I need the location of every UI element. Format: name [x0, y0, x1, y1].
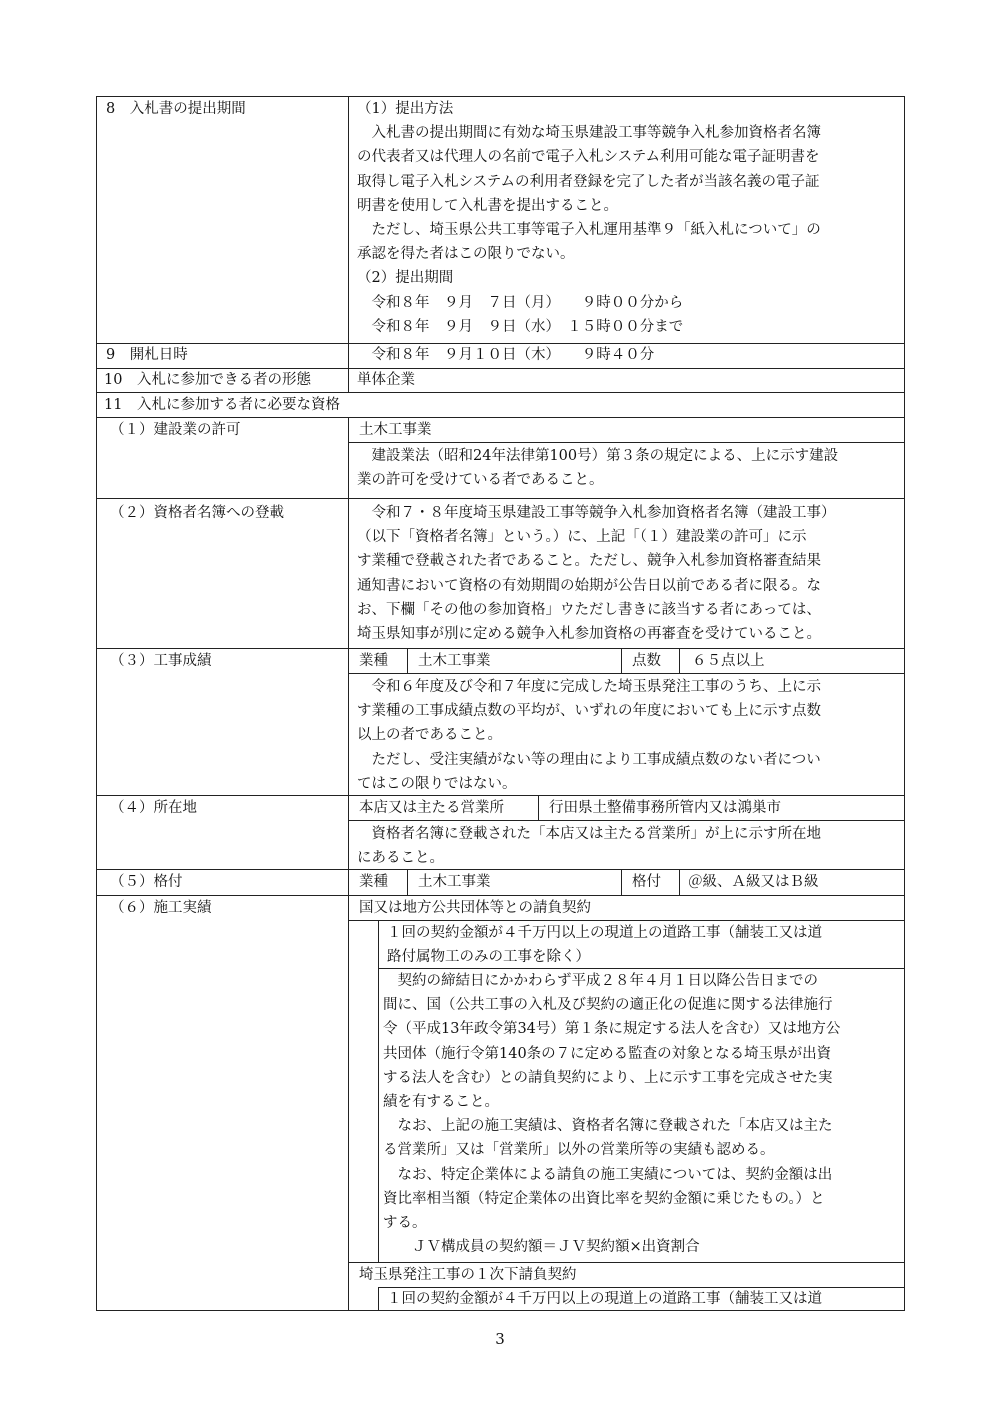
qual-1-type: 土木工事業: [359, 422, 432, 438]
qual-1-text: [357, 444, 902, 492]
kv-rule: [407, 869, 408, 895]
section-11-label: 11 入札に参加する者に必要な資格: [104, 397, 340, 413]
qual-5-key-grade: 格付: [632, 874, 661, 890]
kv-rule: [538, 795, 539, 820]
text-line: する。: [383, 1215, 427, 1232]
qual-4-key-office: 本店又は主たる営業所: [359, 800, 504, 816]
inner-rule: [348, 442, 905, 443]
section-8-label: 8 入札書の提出期間: [106, 101, 246, 117]
text-line: 間に、国（公共工事の入札及び契約の適正化の促進に関する法律施行: [383, 997, 833, 1014]
qual-6-label: （６）施工実績: [110, 900, 212, 916]
text-line: る営業所」又は「営業所」以外の営業所等の実績も認める。: [383, 1142, 775, 1159]
section-10-label: 10 入札に参加できる者の形態: [104, 372, 311, 388]
text-line: てはこの限りではない。: [357, 775, 517, 792]
qual-4-value-office: 行田県土整備事務所管内又は鴻巣市: [549, 800, 781, 816]
qual-2-text: [357, 501, 902, 646]
opening-datetime: 令和８年 ９月１０日（木） ９時４０分: [357, 347, 655, 363]
inner-rule: [348, 1262, 905, 1263]
row-rule: [96, 498, 905, 499]
qual-6-work-1: [387, 921, 902, 969]
section-8-content: [357, 97, 902, 339]
text-line: 承認を得た者はこの限りでない。: [357, 246, 575, 263]
qual-3-value-score: ６５点以上: [692, 653, 765, 669]
section-9-label: 9 開札日時: [106, 347, 188, 363]
kv-rule: [621, 869, 622, 895]
row-rule: [96, 1310, 905, 1311]
qual-6-work-2: １回の契約金額が４千万円以上の現道上の道路工事（舗装工又は道: [387, 1291, 822, 1307]
text-line: 令和７・８年度埼玉県建設工事等競争入札参加資格者名簿（建設工事）: [357, 505, 836, 521]
inner-rule: [378, 1287, 905, 1288]
outer-left-border: [96, 96, 97, 1311]
qual-3-key-score: 点数: [632, 653, 661, 669]
period-from: 令和８年 ９月 ７日（月） ９時００分から: [357, 294, 684, 311]
text-line: 契約の締結日にかかわらず平成２８年４月１日以降公告日までの: [383, 973, 818, 989]
text-line: 埼玉県知事が別に定める競争入札参加資格の再審査を受けていること。: [357, 626, 821, 643]
qual-3-label: （３）工事成績: [110, 653, 212, 669]
text-line: （以下「資格者名簿」という。）に、上記「（１）建設業の許可」に示: [357, 529, 807, 546]
kv-rule: [621, 648, 622, 673]
column-rule: [348, 417, 349, 1311]
text-line: 共団体（施行令第140条の７に定める監査の対象となる埼玉県が出資: [383, 1045, 832, 1062]
text-line: 以上の者であること。: [357, 727, 502, 744]
qual-5-key-type: 業種: [359, 874, 388, 890]
text-line: お、下欄「その他の参加資格」ウただし書きに該当する者にあっては、: [357, 601, 821, 618]
kv-rule: [679, 648, 680, 673]
row-rule: [96, 895, 905, 896]
inner-rule: [348, 820, 905, 821]
submission-method-heading: （1）提出方法: [357, 101, 454, 117]
row-rule: [96, 392, 905, 393]
qual-6-sub-heading-2: 埼玉県発注工事の１次下請負契約: [359, 1267, 577, 1283]
text-line: す業種の工事成績点数の平均が、いずれの年度においても上に示す点数: [357, 703, 821, 720]
participant-form: 単体企業: [357, 372, 415, 388]
text-line: 通知書において資格の有効期間の始期が公告日以前である者に限る。な: [357, 577, 821, 594]
text-line: 建設業法（昭和24年法律第100号）第３条の規定による、上に示す建設: [357, 448, 839, 464]
inner-rule: [348, 673, 905, 674]
row-rule: [96, 417, 905, 418]
qual-6-text: [383, 969, 902, 1259]
text-line: なお、特定企業体による請負の施工実績については、契約金額は出: [383, 1166, 833, 1183]
qual-5-value-grade: ＠級、Ａ級又はＢ級: [688, 874, 819, 890]
text-line: 明書を使用して入札書を提出すること。: [357, 197, 618, 214]
inner-indent-rule: [378, 920, 379, 1262]
text-line: 取得し電子入札システムの利用者登録を完了した者が当該名義の電子証: [357, 173, 820, 190]
qual-4-label: （４）所在地: [110, 800, 197, 816]
period-to: 令和８年 ９月 ９日（水） １５時００分まで: [357, 318, 684, 335]
text-line: 入札書の提出期間に有効な埼玉県建設工事等競争入札参加資格者名簿: [357, 125, 821, 142]
text-line: 資比率相当額（特定企業体の出資比率を契約金額に乗じたもの。）と: [383, 1190, 825, 1207]
text-line: 令（平成13年政令第34号）第１条に規定する法人を含む）又は地方公: [383, 1021, 841, 1038]
outer-right-border: [904, 96, 905, 1311]
text-line: 績を有すること。: [383, 1094, 499, 1111]
text-line: 業の許可を受けている者であること。: [357, 472, 604, 489]
qual-5-label: （５）格付: [110, 874, 183, 890]
kv-rule: [407, 648, 408, 673]
page-number: 3: [495, 1330, 505, 1348]
text-line: ただし、埼玉県公共工事等電子入札運用基準９「紙入札について」の: [357, 222, 821, 239]
text-line: 路付属物工のみの工事を除く）: [387, 949, 590, 966]
qual-4-text: [357, 822, 902, 870]
column-rule: [348, 96, 349, 392]
qual-5-value-type: 土木工事業: [418, 874, 491, 890]
qual-1-label: （１）建設業の許可: [110, 422, 241, 438]
text-line: する法人を含む）との請負契約により、上に示す工事を完成させた実: [383, 1069, 833, 1086]
submission-period-heading: （2）提出期間: [357, 270, 454, 287]
kv-rule: [679, 869, 680, 895]
qual-3-key-type: 業種: [359, 653, 388, 669]
row-rule: [96, 368, 905, 369]
row-rule: [96, 343, 905, 344]
row-rule: [96, 648, 905, 649]
inner-indent-rule: [378, 1287, 379, 1311]
text-line: す業種で登載された者であること。ただし、競争入札参加資格審査結果: [357, 553, 821, 570]
qual-2-label: （２）資格者名簿への登載: [110, 505, 284, 521]
qual-3-text: [357, 675, 902, 796]
text-line: にあること。: [357, 850, 444, 867]
text-line: 資格者名簿に登載された「本店又は主たる営業所」が上に示す所在地: [357, 826, 821, 842]
qual-3-value-type: 土木工事業: [418, 653, 491, 669]
text-line: 令和６年度及び令和７年度に完成した埼玉県発注工事のうち、上に示: [357, 679, 821, 695]
text-line: なお、上記の施工実績は、資格者名簿に登載された「本店又は主た: [383, 1118, 833, 1135]
text-line: ＪＶ構成員の契約額＝ＪＶ契約額×出資割合: [383, 1239, 700, 1256]
text-line: ただし、受注実績がない等の理由により工事成績点数のない者につい: [357, 751, 821, 768]
text-line: １回の契約金額が４千万円以上の現道上の道路工事（舗装工又は道: [387, 925, 822, 941]
text-line: の代表者又は代理人の名前で電子入札システム利用可能な電子証明書を: [357, 149, 820, 166]
qual-6-sub-heading-1: 国又は地方公共団体等との請負契約: [359, 900, 591, 916]
